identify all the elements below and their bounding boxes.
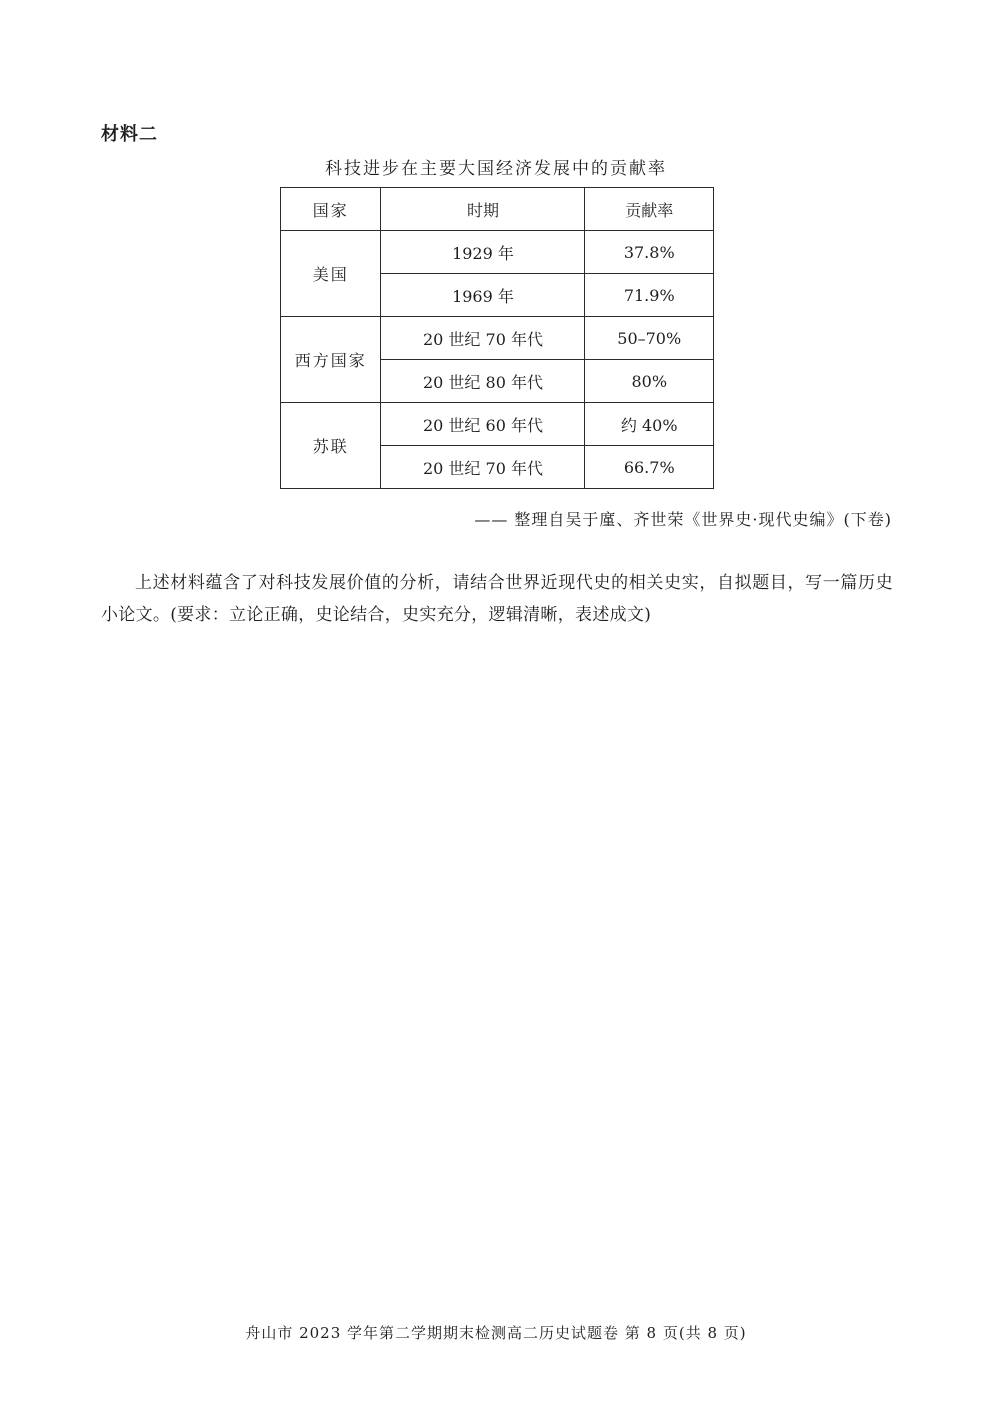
- period-cell: 1929 年: [381, 231, 585, 274]
- rate-cell: 80%: [585, 360, 714, 403]
- table-header-row: [281, 188, 714, 231]
- table-row: [281, 317, 714, 360]
- period-cell: 1969 年: [381, 274, 585, 317]
- rate-cell: 37.8%: [585, 231, 714, 274]
- table-title: 科技进步在主要大国经济发展中的贡献率: [325, 159, 667, 179]
- period-cell: 20 世纪 80 年代: [381, 360, 585, 403]
- period-cell: 20 世纪 70 年代: [381, 446, 585, 489]
- rate-cell: 约 40%: [585, 403, 714, 446]
- country-cell: 苏联: [281, 403, 381, 489]
- rate-cell: 50–70%: [585, 317, 714, 360]
- period-cell: 20 世纪 70 年代: [381, 317, 585, 360]
- header-rate: 贡献率: [585, 188, 714, 231]
- essay-question: 上述材料蕴含了对科技发展价值的分析，请结合世界近现代史的相关史实，自拟题目，写一篇历史小论文。(要求：立论正确，史论结合，史实充分，逻辑清晰，表述成文): [101, 573, 893, 625]
- country-cell: 美国: [281, 231, 381, 317]
- material-label: 材料二: [101, 124, 158, 145]
- rate-cell: 71.9%: [585, 274, 714, 317]
- header-period: 时期: [381, 188, 585, 231]
- header-country: 国家: [281, 188, 381, 231]
- period-cell: 20 世纪 60 年代: [381, 403, 585, 446]
- table-row: [281, 231, 714, 274]
- country-cell: 西方国家: [281, 317, 381, 403]
- contribution-rate-table: [280, 187, 714, 489]
- table-row: [281, 403, 714, 446]
- page-footer: 舟山市 2023 学年第二学期期末检测高二历史试题卷 第 8 页(共 8 页): [245, 1324, 747, 1342]
- source-citation: —— 整理自吴于廑、齐世荣《世界史·现代史编》(下卷): [474, 510, 892, 529]
- rate-cell: 66.7%: [585, 446, 714, 489]
